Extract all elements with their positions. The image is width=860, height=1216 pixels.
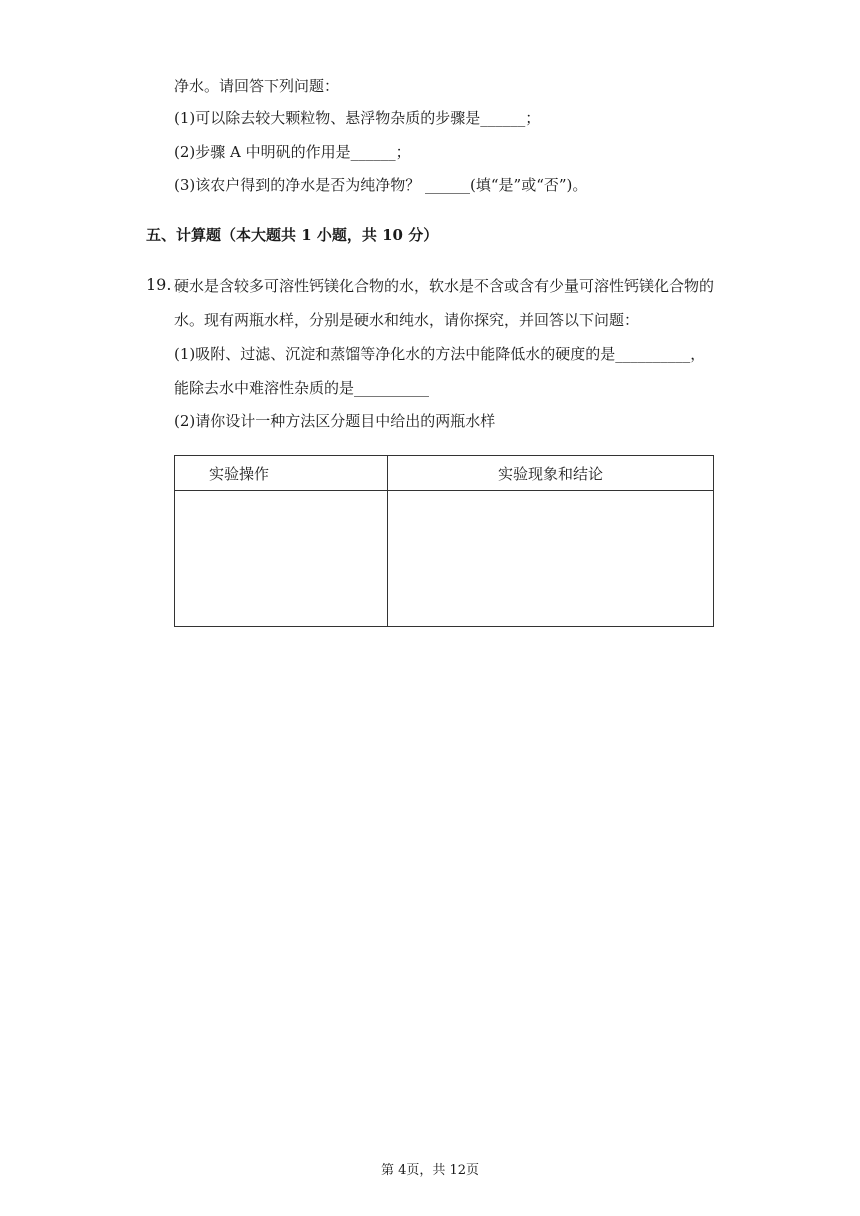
sub-question-1: (1)可以除去较大颗粒物、悬浮物杂质的步骤是______； bbox=[174, 109, 541, 127]
part1-line2: 能除去水中难溶性杂质的是__________ bbox=[174, 379, 430, 397]
question-number: 19. bbox=[146, 275, 172, 294]
part2-text: (2)请你设计一种方法区分题目中给出的两瓶水样 bbox=[174, 412, 496, 430]
header-result: 实验现象和结论 bbox=[388, 456, 714, 491]
answer-cell-operation[interactable] bbox=[175, 491, 388, 627]
question-stem-line2: 水。现有两瓶水样，分别是硬水和纯水，请你探究，并回答以下问题： bbox=[174, 311, 640, 329]
page-footer: 第 4页，共 12页 bbox=[380, 1163, 480, 1178]
table-header-row bbox=[175, 456, 714, 491]
table-answer-row bbox=[175, 491, 714, 627]
part1-line1: (1)吸附、过滤、沉淀和蒸馏等净化水的方法中能降低水的硬度的是__________， bbox=[174, 345, 706, 363]
intro-tail-text: 净水。请回答下列问题： bbox=[174, 77, 340, 95]
sub-question-2: (2)步骤 A 中明矾的作用是______； bbox=[174, 143, 411, 161]
header-operation: 实验操作 bbox=[175, 456, 388, 491]
experiment-table bbox=[174, 455, 714, 627]
sub-question-3: (3)该农户得到的净水是否为纯净物？ ______(填“是”或“否”)。 bbox=[174, 176, 588, 194]
question-stem-line1: 硬水是含较多可溶性钙镁化合物的水，软水是不含或含有少量可溶性钙镁化合物的 bbox=[174, 277, 715, 295]
section-heading: 五、计算题（本大题共 1 小题，共 10 分） bbox=[146, 226, 439, 244]
answer-cell-result[interactable] bbox=[388, 491, 714, 627]
